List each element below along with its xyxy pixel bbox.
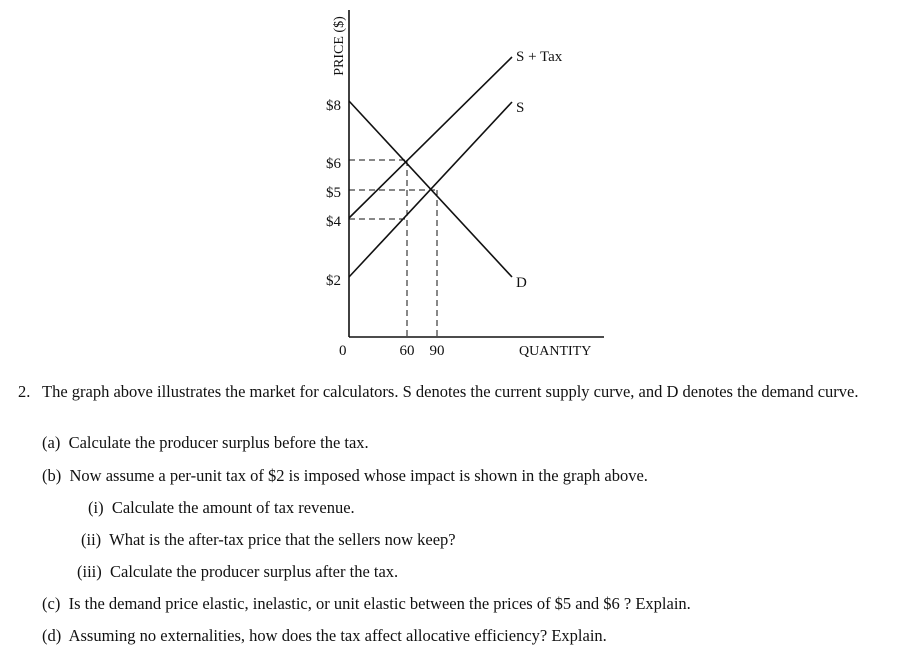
part-text: Is the demand price elastic, inelastic, or unit elastic between the prices of $5 and $6 ? Explain. <box>68 594 691 613</box>
y-tick-2: $2 <box>326 273 341 289</box>
y-tick-5: $5 <box>326 185 341 201</box>
x-tick-90: 90 <box>429 343 445 359</box>
supply-plus-tax-label: S + Tax <box>516 49 563 65</box>
part-label: (i) <box>88 498 104 517</box>
question-part-b-i <box>88 498 355 518</box>
x-tick-60: 60 <box>399 343 415 359</box>
origin-label: 0 <box>339 343 347 359</box>
part-label: (iii) <box>77 562 102 581</box>
y-axis-label: PRICE ($) <box>332 16 347 76</box>
question-stem: The graph above illustrates the market for calculators. S denotes the current supply curve, and D denotes the demand curve. <box>42 382 859 401</box>
question-part-b <box>42 466 648 486</box>
question-part-b-ii <box>81 530 456 550</box>
part-text: Calculate the producer surplus after the tax. <box>110 562 399 581</box>
x-axis-label: QUANTITY <box>519 344 592 359</box>
supply-plus-tax-curve <box>349 57 512 218</box>
part-text: Now assume a per-unit tax of $2 is imposed whose impact is shown in the graph above. <box>69 466 648 485</box>
demand-label: D <box>516 275 527 291</box>
y-tick-4: $4 <box>326 214 341 230</box>
part-text: Calculate the producer surplus before the tax. <box>68 433 369 452</box>
part-text: Calculate the amount of tax revenue. <box>111 498 355 517</box>
y-tick-8: $8 <box>326 98 341 114</box>
supply-label: S <box>516 100 525 116</box>
part-label: (d) <box>42 626 62 645</box>
part-text: What is the after-tax price that the sellers now keep? <box>109 530 456 549</box>
question-number: 2. <box>18 382 31 401</box>
question-part-c <box>42 594 691 614</box>
part-label: (a) <box>42 433 61 452</box>
question-part-b-iii <box>77 562 398 582</box>
part-label: (ii) <box>81 530 102 549</box>
question-part-d <box>42 626 607 646</box>
part-label: (c) <box>42 594 61 613</box>
part-label: (b) <box>42 466 62 485</box>
y-tick-6: $6 <box>326 156 341 172</box>
part-text: Assuming no externalities, how does the tax affect allocative efficiency? Explain. <box>68 626 607 645</box>
question-part-a <box>42 433 369 453</box>
